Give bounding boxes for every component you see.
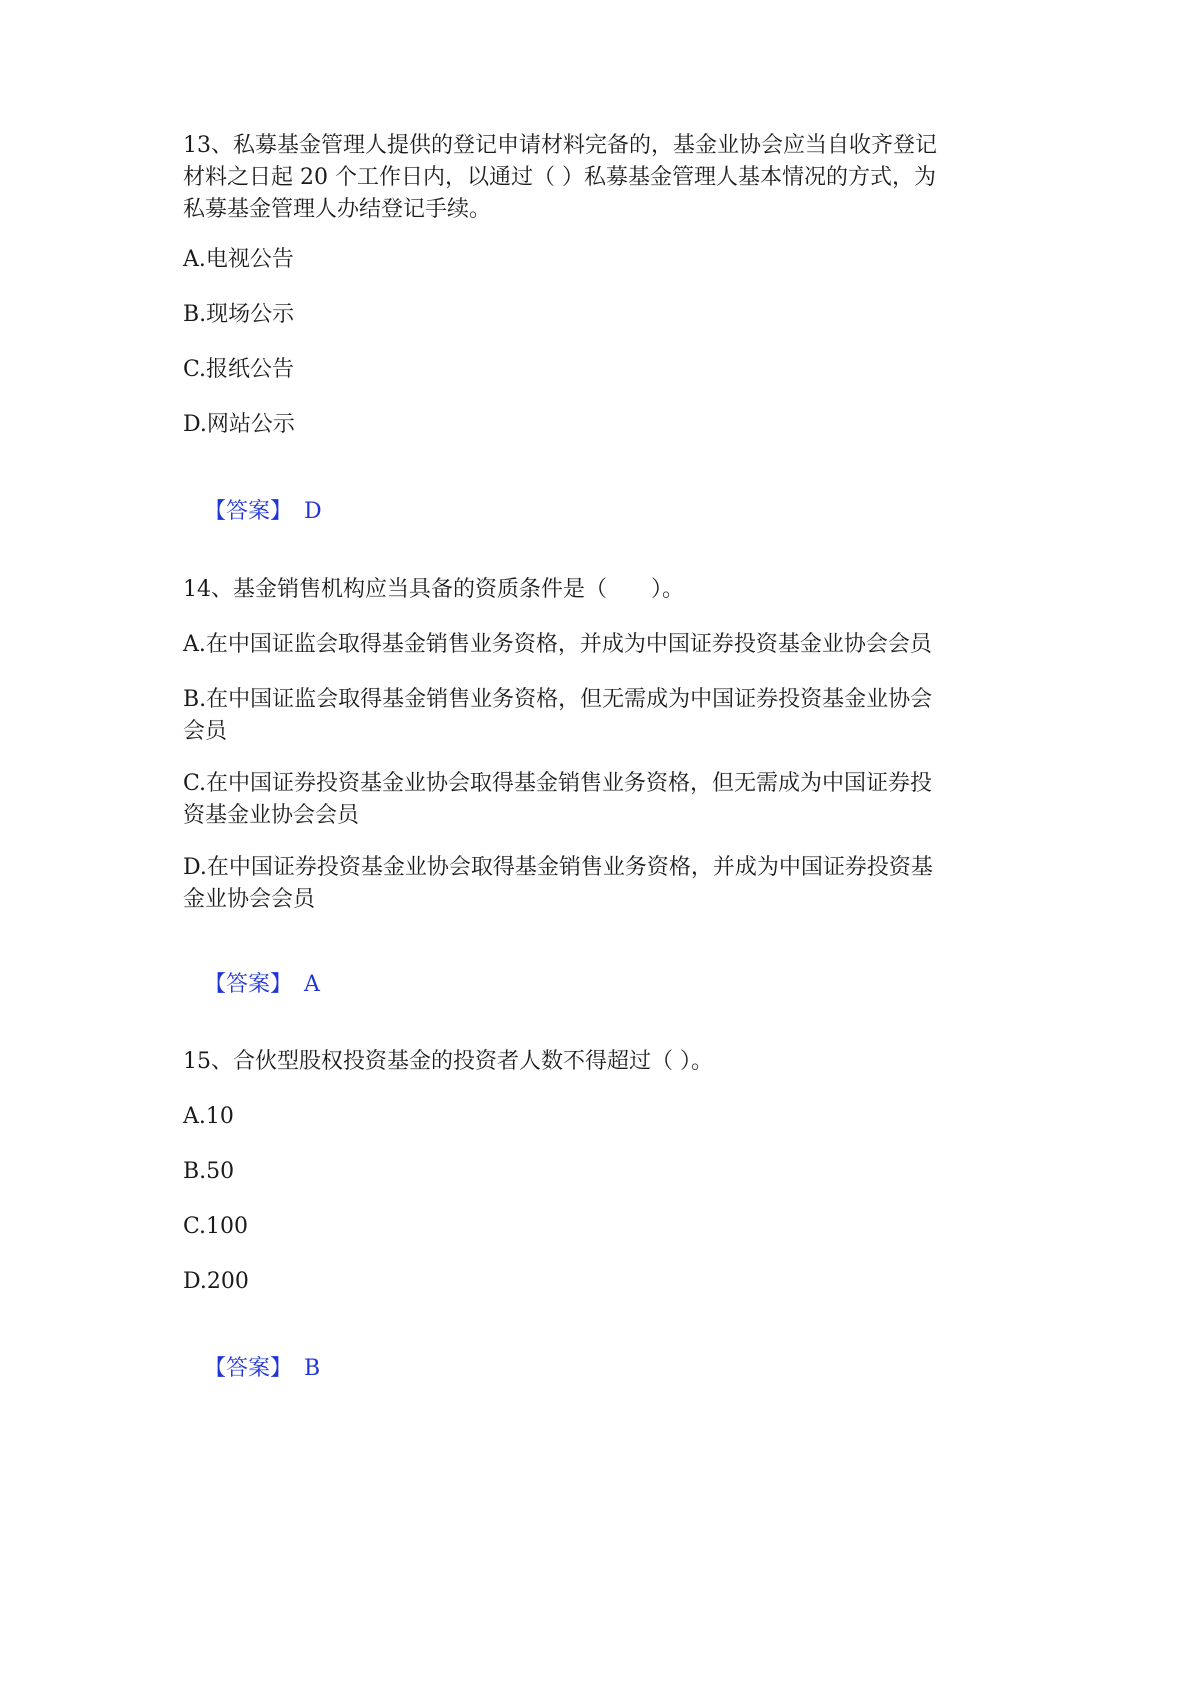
question-13-option-a: A.电视公告 (183, 247, 294, 272)
question-15-answer (176, 1321, 320, 1417)
question-14-option-a: A.在中国证监会取得基金销售业务资格，并成为中国证券投资基金业协会会员 (183, 632, 932, 657)
question-14-answer (176, 937, 320, 1033)
question-13-stem: 13、私募基金管理人提供的登记申请材料完备的，基金业协会应当自收齐登记 材料之日起 20 个工作日内，以通过（ ）私募基金管理人基本情况的方式，为 私募基金管理人办结登记手续。 (183, 133, 937, 222)
question-14-option-d: D.在中国证券投资基金业协会取得基金销售业务资格，并成为中国证券投资基 金业协会会员 (183, 855, 933, 912)
question-15-option-a: A.10 (183, 1104, 234, 1129)
answer-letter: A (304, 972, 320, 997)
answer-letter: B (304, 1356, 321, 1381)
question-13-option-b: B.现场公示 (183, 302, 295, 327)
question-14-stem: 14、基金销售机构应当具备的资质条件是（ ）。 (183, 577, 684, 602)
question-13-option-d: D.网站公示 (183, 412, 295, 437)
answer-letter: D (304, 499, 322, 524)
question-14-option-b: B.在中国证监会取得基金销售业务资格，但无需成为中国证券投资基金业协会 会员 (183, 687, 933, 744)
question-15-option-d: D.200 (183, 1269, 249, 1294)
question-13-answer (176, 464, 322, 560)
answer-label: 【答案】 (203, 972, 292, 997)
question-15-option-b: B.50 (183, 1159, 235, 1184)
question-15-option-c: C.100 (183, 1214, 249, 1239)
question-13-option-c: C.报纸公告 (183, 357, 295, 382)
answer-label: 【答案】 (203, 1356, 292, 1381)
question-14-option-c: C.在中国证券投资基金业协会取得基金销售业务资格，但无需成为中国证券投 资基金业协会会员 (183, 771, 933, 828)
answer-label: 【答案】 (203, 499, 292, 524)
question-15-stem: 15、合伙型股权投资基金的投资者人数不得超过（ ）。 (183, 1049, 713, 1074)
